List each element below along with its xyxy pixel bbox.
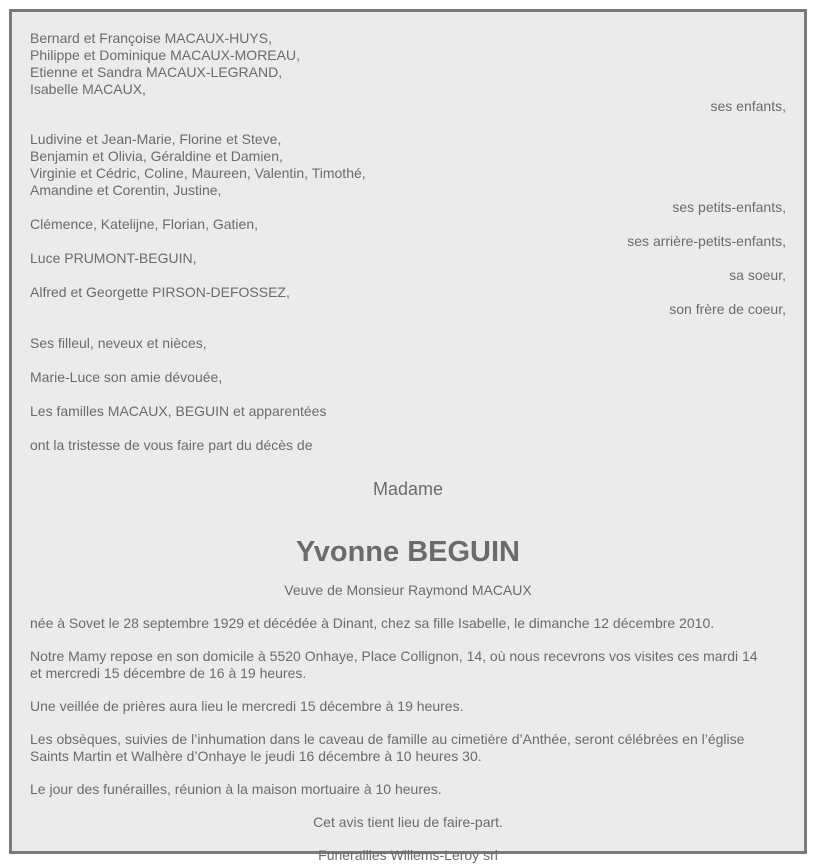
great-grandchildren-label: ses arrière-petits-enfants, xyxy=(627,233,786,249)
child-line: Etienne et Sandra MACAUX-LEGRAND, xyxy=(30,64,283,80)
godchildren: Ses filleul, neveux et nièces, xyxy=(30,335,207,351)
notice: Cet avis tient lieu de faire-part. xyxy=(313,814,503,830)
funeral-home: Funerailles Willems-Leroy srl xyxy=(318,847,498,863)
families: Les familles MACAUX, BEGUIN et apparentées xyxy=(30,403,327,419)
obituary-content xyxy=(30,30,786,864)
rest-line: et mercredi 15 décembre de 16 à 19 heures. xyxy=(30,665,307,681)
sister-label: sa soeur, xyxy=(729,267,786,283)
grandchildren-list xyxy=(30,131,786,216)
brother-of-heart-label: son frère de coeur, xyxy=(669,301,786,317)
friend: Marie-Luce son amie dévouée, xyxy=(30,369,223,385)
funeral-paragraph xyxy=(30,731,786,765)
widow-of: Veuve de Monsieur Raymond MACAUX xyxy=(284,582,532,598)
funeral-line: Les obsèques, suivies de l’inhumation dans le caveau de famille au cimetière d’Anthée, seront célébrées en l’église xyxy=(30,731,745,747)
funeral-line: Saints Martin et Walhère d’Onhaye le jeudi 16 décembre à 10 heures 30. xyxy=(30,748,482,764)
meeting: Le jour des funérailles, réunion à la maison mortuaire à 10 heures. xyxy=(30,781,442,797)
vigil: Une veillée de prières aura lieu le mercredi 15 décembre à 19 heures. xyxy=(30,698,464,714)
child-line: Philippe et Dominique MACAUX-MOREAU, xyxy=(30,47,300,63)
grandchild-line: Ludivine et Jean-Marie, Florine et Steve, xyxy=(30,131,282,147)
deceased-name: Yvonne BEGUIN xyxy=(296,536,520,568)
rest-line: Notre Mamy repose en son domicile à 5520 Onhaye, Place Collignon, 14, où nous recevrons vos visites ces mardi 14 xyxy=(30,648,758,664)
grandchild-line: Virginie et Cédric, Coline, Maureen, Valentin, Timothé, xyxy=(30,165,366,181)
rest-paragraph xyxy=(30,648,786,682)
children-label: ses enfants, xyxy=(710,98,786,114)
great-grandchildren: Clémence, Katelijne, Florian, Gatien, xyxy=(30,216,258,232)
announcement: ont la tristesse de vous faire part du décès de xyxy=(30,437,313,453)
deceased-title: Madame xyxy=(372,479,444,499)
birth-death: née à Sovet le 28 septembre 1929 et décédée à Dinant, chez sa fille Isabelle, le dimanche 12 décembre 2010. xyxy=(30,615,715,631)
children-list xyxy=(30,30,786,115)
obituary-card xyxy=(9,9,807,863)
child-line: Bernard et Françoise MACAUX-HUYS, xyxy=(30,30,272,46)
brother-of-heart: Alfred et Georgette PIRSON-DEFOSSEZ, xyxy=(30,284,290,300)
grandchildren-label: ses petits-enfants, xyxy=(672,199,786,215)
child-line: Isabelle MACAUX, xyxy=(30,81,146,97)
grandchild-line: Benjamin et Olivia, Géraldine et Damien, xyxy=(30,148,283,164)
grandchild-line: Amandine et Corentin, Justine, xyxy=(30,182,222,198)
sister: Luce PRUMONT-BEGUIN, xyxy=(30,250,197,266)
